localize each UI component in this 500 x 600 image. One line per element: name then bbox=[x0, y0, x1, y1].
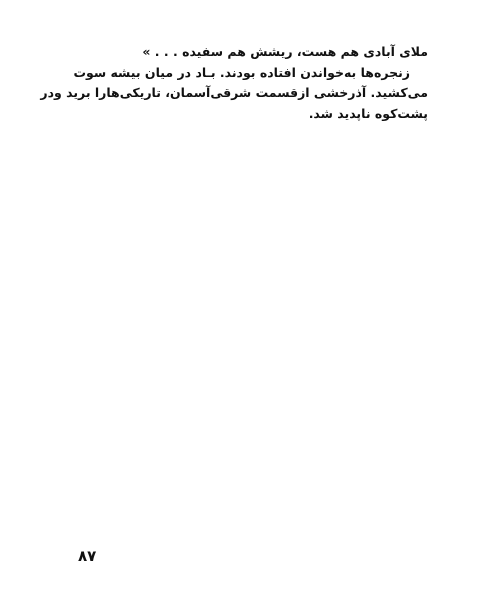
page-number: ۸۷ bbox=[78, 547, 97, 565]
text-line-1: ملای آبادی هم هست، ریشش هم سفیده . . . » bbox=[142, 44, 428, 59]
paragraph-text bbox=[40, 42, 428, 124]
text-line-4: پشت‌کوه ناپدید شد. bbox=[308, 105, 428, 121]
text-line-2: زنجره‌ها به‌خواندن افتاده بودند. بـاد در میان بیشه سوت bbox=[73, 64, 410, 80]
text-line-3: می‌کشید. آذرخشی ازقسمت شرقی‌آسمان، تاریکی‌هارا برید ودر bbox=[40, 85, 428, 100]
